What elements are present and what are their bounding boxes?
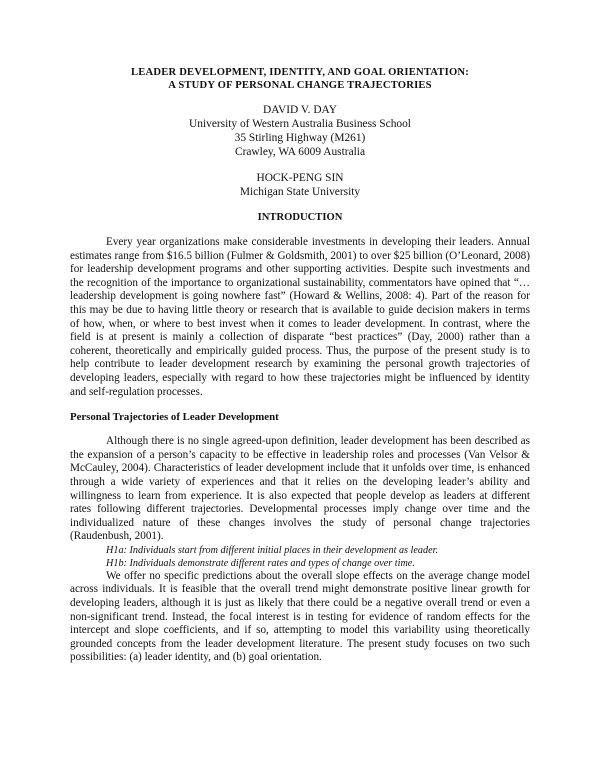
introduction-heading: INTRODUCTION xyxy=(257,212,343,223)
author-block-2 xyxy=(70,171,530,199)
author-affiliation: Michigan State University xyxy=(239,186,361,198)
author-name: HOCK-PENG SIN xyxy=(256,172,344,184)
title-line-2: A STUDY OF PERSONAL CHANGE TRAJECTORIES xyxy=(168,80,432,91)
hypothesis-h1a: H1a: Individuals start from different initial places in their development as leader. xyxy=(106,544,438,556)
section-paragraph-2: We offer no specific predictions about the overall slope effects on the average change model across individuals. It is feasible that the overall trend might demonstrate positive linear growth for developing leaders, although it is just as likely that there could be a negative overall trend or even a non-significant trend. Instead, the focal interest is in testing for evidence of random effects for the intercept and slope coefficients, and if so, attempting to model this variability using theoretically grounded concepts from the leader development literature. The present study focuses on two such possibilities: (a) leader identity, and (b) goal orientation. xyxy=(70,569,530,664)
author-name: DAVID V. DAY xyxy=(263,104,337,116)
hypothesis-h1b: H1b: Individuals demonstrate different rates and types of change over time. xyxy=(106,557,415,569)
paper-title xyxy=(70,66,530,92)
introduction-paragraph: Every year organizations make considerable investments in developing their leaders. Annual estimates range from $16.5 billion (Fulmer & Goldsmith, 2001) to over $25 billion (O’Leonard, 2008) for leadership development programs and other supporting activities. Despite such investments and the recognition of the importance to organizational sustainability, commentators have opined that “…leadership development is going nowhere fast” (Howard & Wellins, 2008: 4). Part of the reason for this may be due to having little theory or research that is available to guide decision makers in terms of how, when, or where to best invest when it comes to leader development. In contrast, where the field is at present is mainly a collection of disparate “best practices” (Day, 2000) rather than a coherent, theoretically and empirically guided process. Thus, the purpose of the present study is to help contribute to leader development research by examining the personal growth trajectories of developing leaders, especially with regard to how these trajectories might be influenced by identity and self-regulation processes. xyxy=(70,236,530,398)
author-block-1 xyxy=(70,103,530,159)
author-affiliation: University of Western Australia Business School xyxy=(189,118,411,130)
author-address-line: Crawley, WA 6009 Australia xyxy=(234,146,366,158)
section-heading: Personal Trajectories of Leader Development xyxy=(70,411,279,424)
title-line-1: LEADER DEVELOPMENT, IDENTITY, AND GOAL ORIENTATION: xyxy=(131,67,469,78)
author-address-line: 35 Stirling Highway (M261) xyxy=(234,132,366,144)
section-paragraph-1: Although there is no single agreed-upon definition, leader development has been described as the expansion of a person’s capacity to be effective in leadership roles and processes (Van Velsor & McCauley, 2004). Characteristics of leader development include that it unfolds over time, is enhanced through a wide variety of experiences and that it relies on the developing leader’s ability and willingness to learn from experience. It is also expected that people develop as leaders at different rates following different trajectories. Developmental processes imply change over time and the individualized nature of these changes involves the study of personal change trajectories (Raudenbush, 2001). xyxy=(70,435,530,543)
